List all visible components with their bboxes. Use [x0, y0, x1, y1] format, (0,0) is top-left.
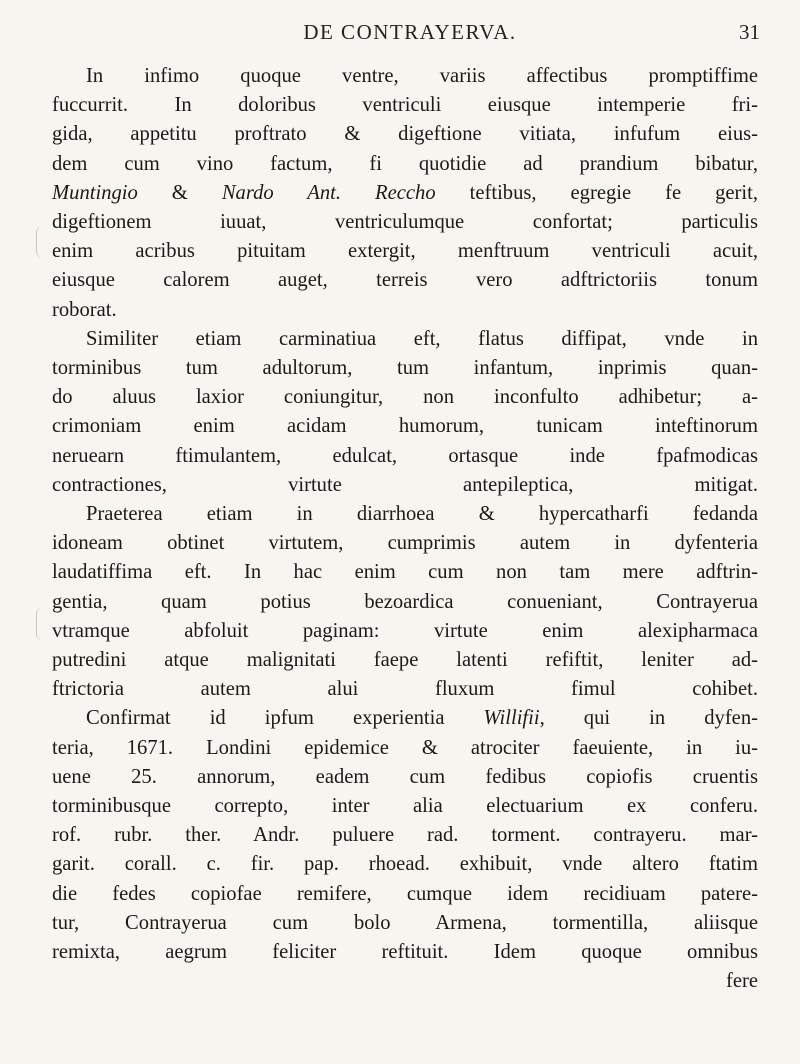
body-text: [52, 62, 758, 997]
text-line: teria, 1671. Londini epidemice & atrociter faeuiente, in iu-: [52, 736, 758, 759]
text-line: garit. corall. c. fir. pap. rhoead. exhibuit, vnde altero ftatim: [52, 853, 758, 876]
italic-name: Muntingio: [52, 181, 138, 204]
text-line: eiusque calorem auget, terreis vero adftrictoriis tonum: [52, 269, 758, 292]
text-line: contractiones, virtute antepileptica, mitigat.: [52, 473, 758, 496]
running-title: DE CONTRAYERVA.: [303, 20, 517, 44]
running-head: [60, 20, 760, 60]
text-line: do aluus laxior coniungitur, non inconfulto adhibetur; a-: [52, 386, 758, 409]
margin-bracket-mark: [36, 608, 49, 640]
margin-bracket-mark: [36, 226, 49, 258]
text-run: , qui in dyfen-: [539, 707, 758, 730]
text-line: idoneam obtinet virtutem, cumprimis autem in dyfenteria: [52, 532, 758, 555]
italic-name: Willifii: [483, 707, 540, 730]
text-line: crimoniam enim acidam humorum, tunicam inteftinorum: [52, 415, 758, 438]
text-line: In infimo quoque ventre, variis affectibus promptiffime: [86, 65, 758, 87]
italic-name: Nardo Ant. Reccho: [221, 181, 436, 204]
text-run: teftibus, egregie fe gerit,: [435, 181, 758, 204]
text-line: tur, Contrayerua cum bolo Armena, tormentilla, aliisque: [52, 911, 758, 934]
text-line: die fedes copiofae remifere, cumque idem recidiuam patere-: [52, 882, 758, 905]
text-line: gentia, quam potius bezoardica conueniant, Contrayerua: [52, 590, 758, 613]
page-number: 31: [739, 20, 760, 44]
text-run: Confirmat id ipfum experientia: [86, 707, 484, 730]
text-line: remixta, aegrum feliciter reftituit. Idem quoque omnibus: [52, 941, 758, 964]
text-line: uene 25. annorum, eadem cum fedibus copiofis cruentis: [52, 765, 758, 788]
text-line: Praeterea etiam in diarrhoea & hypercatharfi fedanda: [86, 503, 758, 526]
text-line: putredini atque malignitati faepe latenti refiftit, leniter ad-: [52, 649, 758, 672]
text-line: fuccurrit. In doloribus ventriculi eiusque intemperie fri-: [52, 94, 758, 117]
text-line: rof. rubr. ther. Andr. puluere rad. torment. contrayeru. mar-: [52, 824, 758, 847]
text-line: [52, 179, 758, 208]
text-line: torminibusque correpto, inter alia electuarium ex conferu.: [52, 795, 758, 818]
text-line: laudatiffima eft. In hac enim cum non tam mere adftrin-: [52, 561, 758, 584]
text-line: torminibus tum adultorum, tum infantum, inprimis quan-: [52, 357, 758, 380]
text-line: ftrictoria autem alui fluxum fimul cohibet.: [52, 678, 758, 701]
text-line: vtramque abfoluit paginam: virtute enim alexipharmaca: [52, 619, 758, 642]
text-line: dem cum vino factum, fi quotidie ad prandium bibatur,: [52, 152, 758, 175]
text-run: &: [137, 181, 222, 204]
text-line: digeftionem iuuat, ventriculumque confortat; particulis: [52, 211, 758, 234]
text-line: [52, 704, 758, 733]
text-line: roborat.: [52, 298, 117, 321]
text-line: gida, appetitu proftrato & digeftione vitiata, infufum eius-: [52, 123, 758, 146]
text-line: enim acribus pituitam extergit, menftruum ventriculi acuit,: [52, 240, 758, 263]
text-line: Similiter etiam carminatiua eft, flatus diffipat, vnde in: [86, 327, 758, 350]
text-line: fere: [726, 970, 758, 993]
text-line: neruearn ftimulantem, edulcat, ortasque inde fpafmodicas: [52, 444, 758, 467]
